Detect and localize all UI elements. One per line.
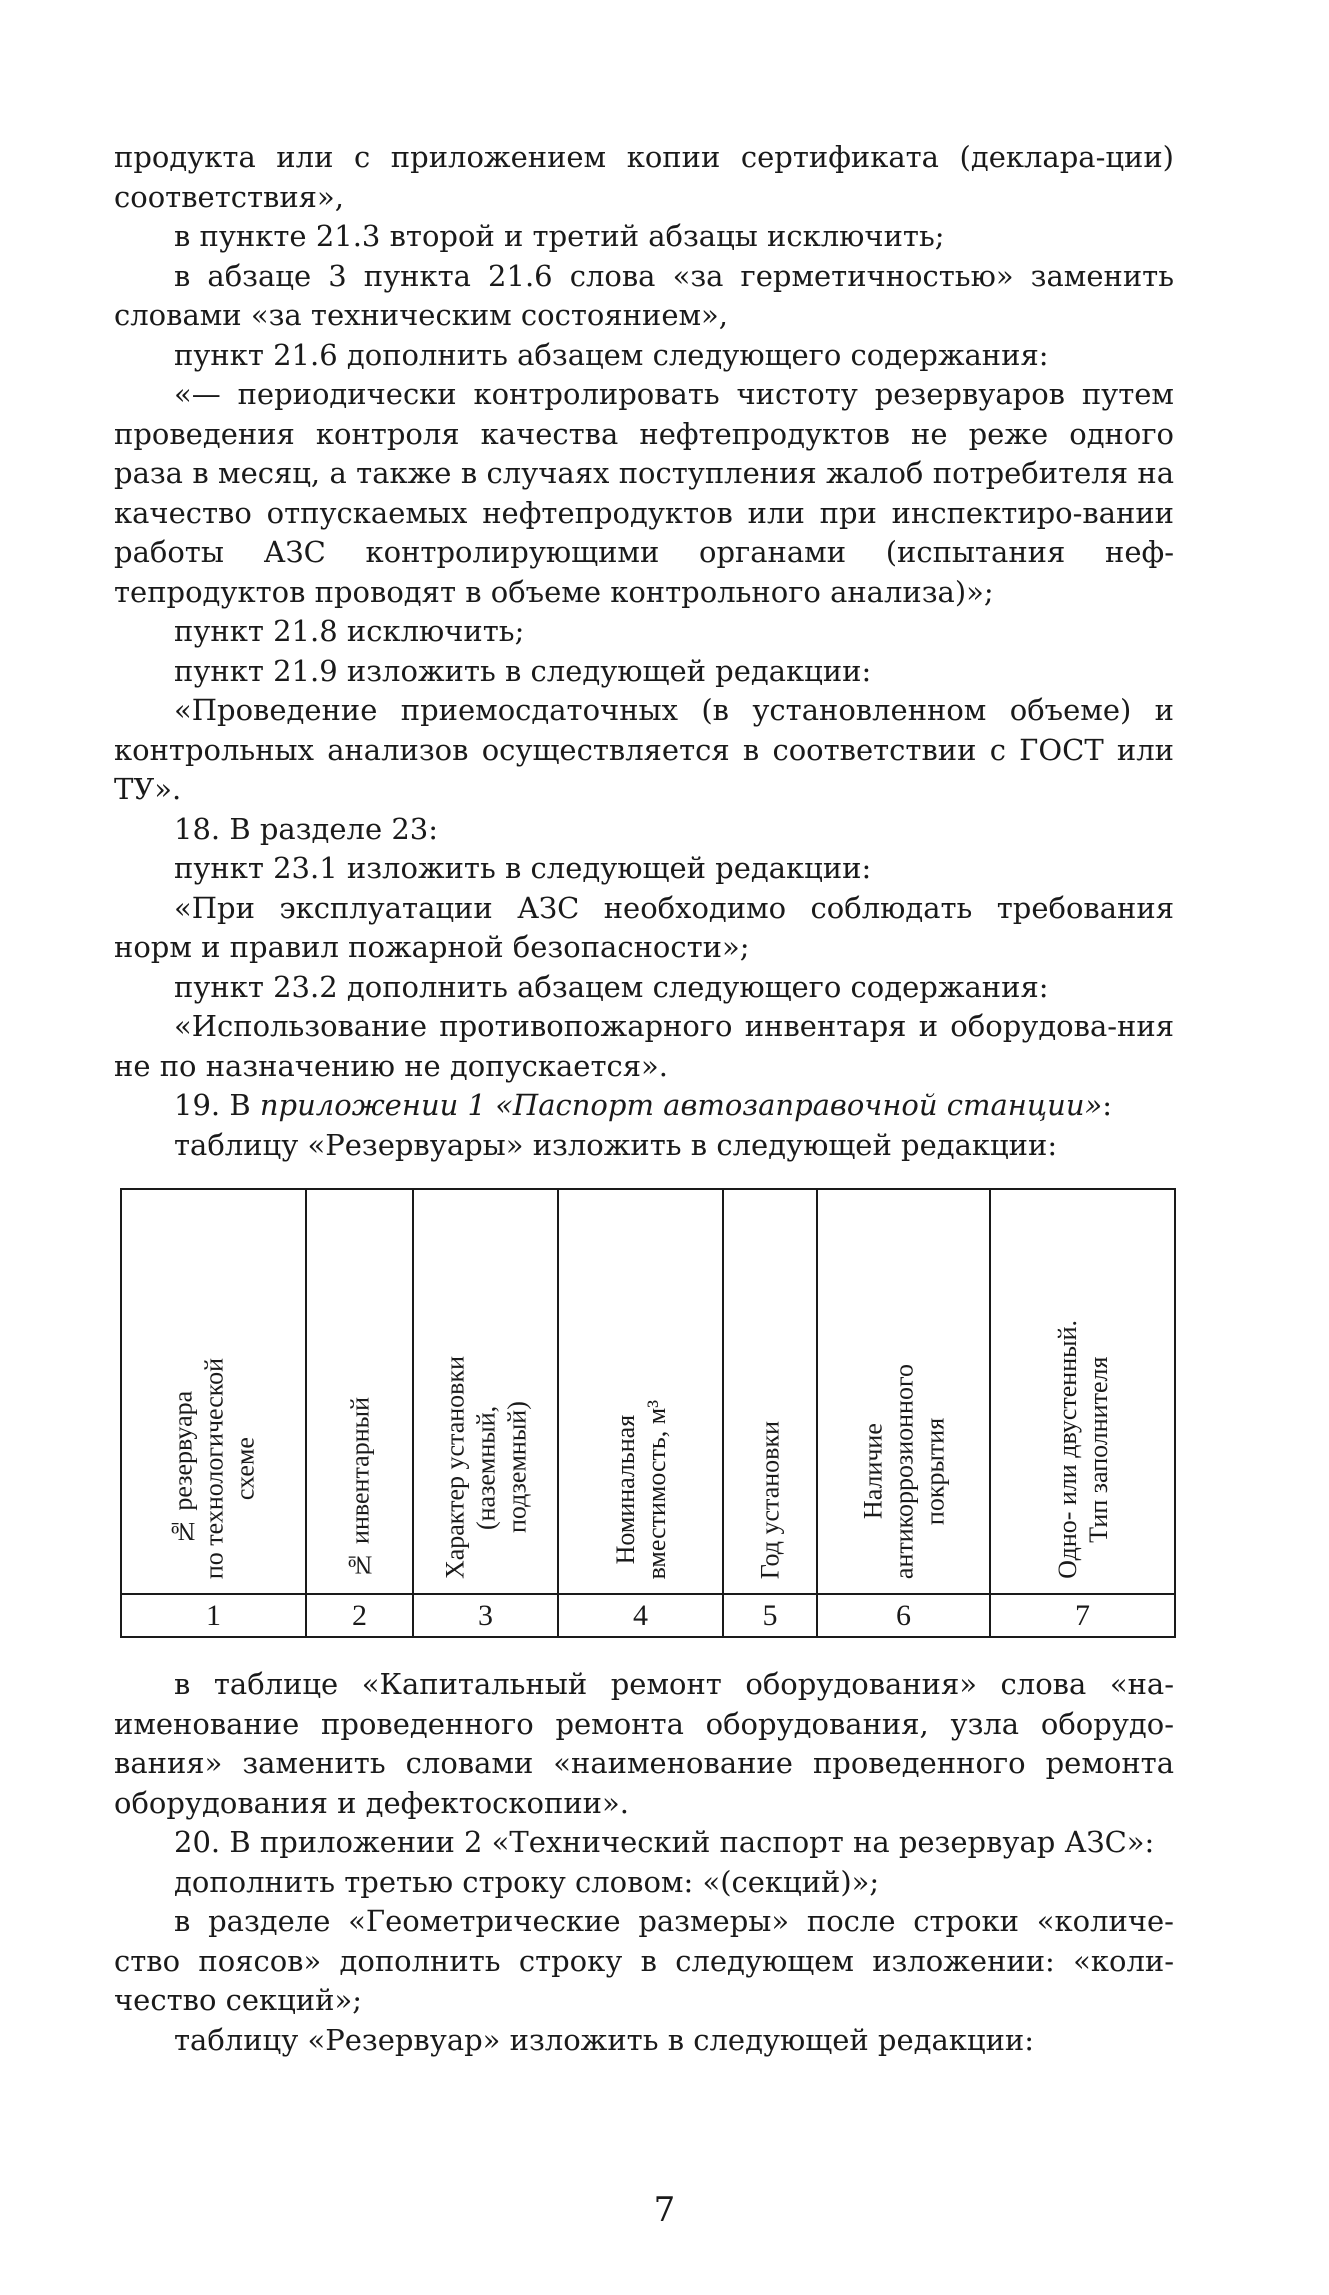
column-number: 2 [306,1594,413,1637]
paragraph: «— периодически контролировать чистоту резервуаров путем проведения контроля качества нефтепродуктов не реже одного раза в месяц, а также в случаях поступления жалоб потребителя на качество отпускаемых нефтепродуктов или при инспектиро-вании работы АЗС контролирующими органами (испытания неф-тепродуктов проводят в объеме контрольного анализа)»; [114,377,1174,609]
header-text: Характер установки (наземный, подземный) [440,1355,531,1579]
header-cell [990,1189,1175,1594]
document-body-bottom [114,1665,1174,2060]
section-heading: 18. В разделе 23: [174,811,439,846]
section-heading: 20. В приложении 2 «Технический паспорт на резервуар АЗС»: [174,1825,1155,1859]
column-number: 1 [121,1594,306,1637]
header-text: № инвентарный [345,1396,374,1579]
header-text: Номинальная вместимость, м³ [610,1399,671,1579]
column-number: 4 [558,1594,723,1637]
paragraph: пункт 21.6 дополнить абзацем следующего содержания: [174,337,1049,372]
paragraph: пункт 23.1 изложить в следующей редакции: [174,851,872,885]
paragraph: пункт 21.8 исключить; [174,614,525,648]
page-number: 7 [653,2190,676,2230]
column-number: 5 [723,1594,817,1637]
paragraph: таблицу «Резервуары» изложить в следующей редакции: [174,1127,1058,1162]
paragraph: пункт 23.2 дополнить абзацем следующего содержания: [174,969,1049,1004]
column-number: 7 [990,1594,1175,1637]
paragraph: в разделе «Геометрические размеры» после строки «количе-ство поясов» дополнить строку в следующем изложении: «коли-чество секций»; [114,1904,1174,2017]
p19-italic: приложении 1 «Паспорт автозаправочной станции» [259,1088,1103,1122]
table-number-row [121,1594,1175,1637]
p19-suffix: : [1102,1088,1113,1122]
table-header-row [121,1189,1175,1594]
column-number: 3 [413,1594,558,1637]
header-text: Год установки [755,1420,785,1579]
paragraph: дополнить третью строку словом: «(секций)»; [174,1864,880,1899]
paragraph-19 [114,1086,1174,1126]
paragraph: продукта или с приложением копии сертификата (деклара-ции) соответствия», [114,140,1174,214]
paragraph: «При эксплуатации АЗС необходимо соблюдать требования норм и правил пожарной безопасности»; [114,890,1174,964]
header-text: № резервуара по технологической схеме [168,1357,259,1579]
paragraph: таблицу «Резервуар» изложить в следующей редакции: [174,2022,1035,2057]
paragraph: «Использование противопожарного инвентаря и оборудова-ния не по назначению не допускается». [114,1009,1174,1083]
reservoirs-table [120,1188,1176,1638]
header-cell [121,1189,306,1594]
p19-prefix: 19. В [174,1088,260,1122]
paragraph: «Проведение приемосдаточных (в установленном объеме) и контрольных анализов осуществляется в соответствии с ГОСТ или ТУ». [114,693,1174,806]
paragraph: в таблице «Капитальный ремонт оборудования» слова «на-именование проведенного ремонта оборудования, узла оборудо-вания» заменить словами «наименование проведенного ремонта оборудования и дефектоскопии». [114,1667,1174,1820]
paragraph: пункт 21.9 изложить в следующей редакции: [174,653,872,688]
paragraph: в абзаце 3 пункта 21.6 слова «за герметичностью» заменить словами «за техническим состоянием», [114,258,1174,332]
header-cell [817,1189,990,1594]
header-text: Одно- или двустенный. Тип заполнителя [1052,1320,1113,1579]
paragraph: в пункте 21.3 второй и третий абзацы исключить; [174,219,945,253]
document-body-top [114,138,1174,1165]
header-cell [558,1189,723,1594]
header-cell [413,1189,558,1594]
header-text: Наличие антикоррозионного покрытия [858,1363,949,1579]
column-number: 6 [817,1594,990,1637]
header-cell [723,1189,817,1594]
header-cell [306,1189,413,1594]
